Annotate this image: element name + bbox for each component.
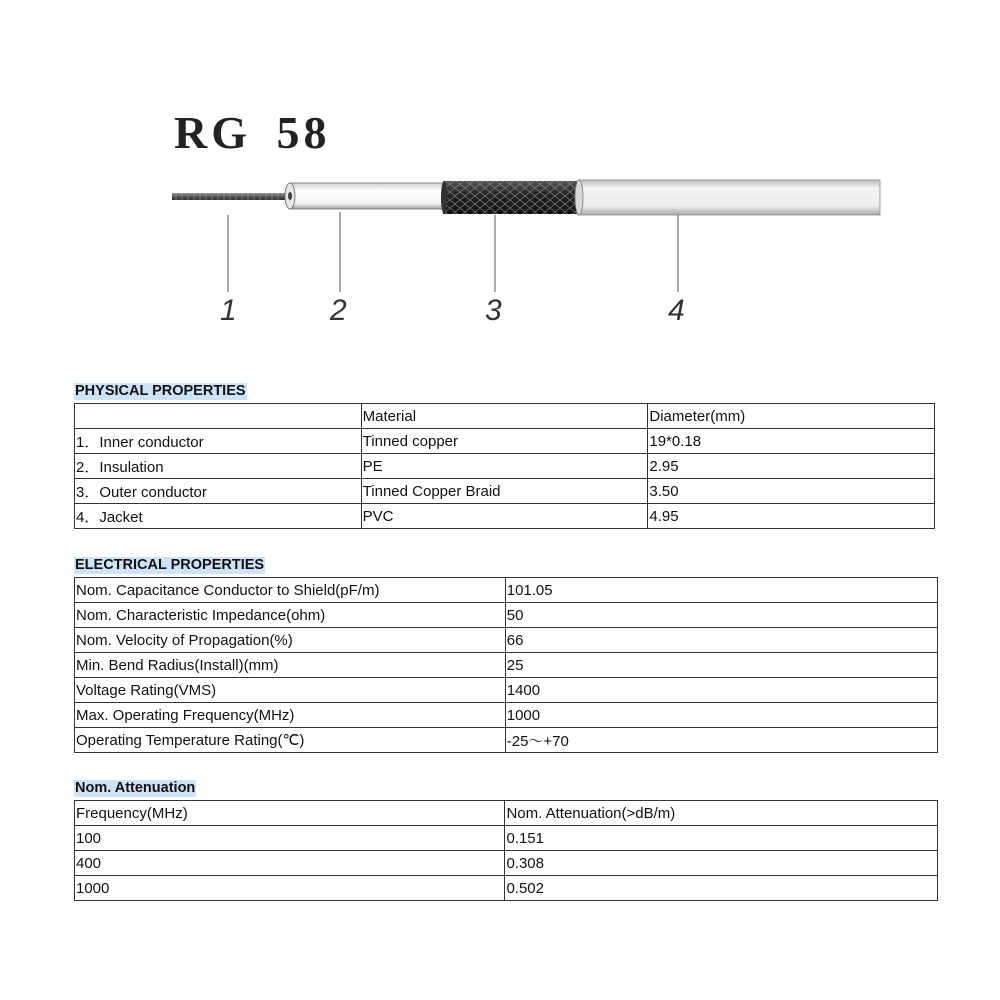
- table-row: [75, 603, 938, 628]
- property-cell: Nom. Characteristic Impedance(ohm): [75, 603, 506, 628]
- diameter-cell: 19*0.18: [648, 429, 935, 454]
- table-row: [75, 678, 938, 703]
- component-cell: 3．Outer conductor: [75, 479, 362, 504]
- table-row: [75, 429, 935, 454]
- jacket: [575, 180, 880, 215]
- diameter-cell: 2.95: [648, 454, 935, 479]
- electrical-properties-table: [74, 577, 938, 753]
- value-cell: 25: [505, 653, 937, 678]
- header-cell: Nom. Attenuation(>dB/m): [505, 801, 938, 826]
- cable-cross-section-diagram: [0, 160, 1000, 340]
- property-cell: Voltage Rating(VMS): [75, 678, 506, 703]
- table-row: [75, 703, 938, 728]
- table-row: [75, 628, 938, 653]
- callout-2: 2: [330, 294, 347, 327]
- frequency-cell: 400: [75, 851, 505, 876]
- value-cell: 101.05: [505, 578, 937, 603]
- outer-conductor-braid: [441, 181, 581, 214]
- attenuation-table: [74, 800, 938, 901]
- page-title: RG 58: [174, 107, 331, 158]
- material-cell: Tinned Copper Braid: [361, 479, 648, 504]
- attenuation-cell: 0.151: [505, 826, 938, 851]
- value-cell: -25～+70: [505, 728, 937, 753]
- attenuation-heading: Nom. Attenuation: [75, 780, 196, 796]
- value-cell: 1400: [505, 678, 937, 703]
- attenuation-cell: 0.502: [505, 876, 938, 901]
- value-cell: 1000: [505, 703, 937, 728]
- table-row: [75, 653, 938, 678]
- table-header-row: [75, 404, 935, 429]
- table-row: [75, 578, 938, 603]
- header-cell: Material: [361, 404, 648, 429]
- electrical-properties-heading: ELECTRICAL PROPERTIES: [75, 557, 265, 573]
- component-cell: 1．Inner conductor: [75, 429, 362, 454]
- attenuation-cell: 0.308: [505, 851, 938, 876]
- table-row: [75, 826, 938, 851]
- component-cell: 4．Jacket: [75, 504, 362, 529]
- insulation: [285, 183, 450, 209]
- callout-1: 1: [220, 294, 237, 327]
- physical-properties-table: [74, 403, 935, 529]
- table-row: [75, 728, 938, 753]
- table-row: [75, 504, 935, 529]
- value-cell: 50: [505, 603, 937, 628]
- callout-4: 4: [668, 294, 685, 327]
- callout-3: 3: [485, 294, 502, 327]
- property-cell: Nom. Capacitance Conductor to Shield(pF/m): [75, 578, 506, 603]
- property-cell: Nom. Velocity of Propagation(%): [75, 628, 506, 653]
- diameter-cell: 4.95: [648, 504, 935, 529]
- table-row: [75, 876, 938, 901]
- header-cell: Frequency(MHz): [75, 801, 505, 826]
- material-cell: Tinned copper: [361, 429, 648, 454]
- material-cell: PE: [361, 454, 648, 479]
- frequency-cell: 100: [75, 826, 505, 851]
- table-row: [75, 454, 935, 479]
- material-cell: PVC: [361, 504, 648, 529]
- header-cell: [75, 404, 362, 429]
- table-header-row: [75, 801, 938, 826]
- leader-lines: [228, 212, 678, 292]
- inner-conductor: [172, 193, 288, 200]
- table-row: [75, 851, 938, 876]
- physical-properties-heading: PHYSICAL PROPERTIES: [75, 383, 246, 399]
- table-row: [75, 479, 935, 504]
- property-cell: Operating Temperature Rating(℃): [75, 728, 506, 753]
- header-cell: Diameter(mm): [648, 404, 935, 429]
- value-cell: 66: [505, 628, 937, 653]
- frequency-cell: 1000: [75, 876, 505, 901]
- diameter-cell: 3.50: [648, 479, 935, 504]
- component-cell: 2．Insulation: [75, 454, 362, 479]
- property-cell: Max. Operating Frequency(MHz): [75, 703, 506, 728]
- property-cell: Min. Bend Radius(Install)(mm): [75, 653, 506, 678]
